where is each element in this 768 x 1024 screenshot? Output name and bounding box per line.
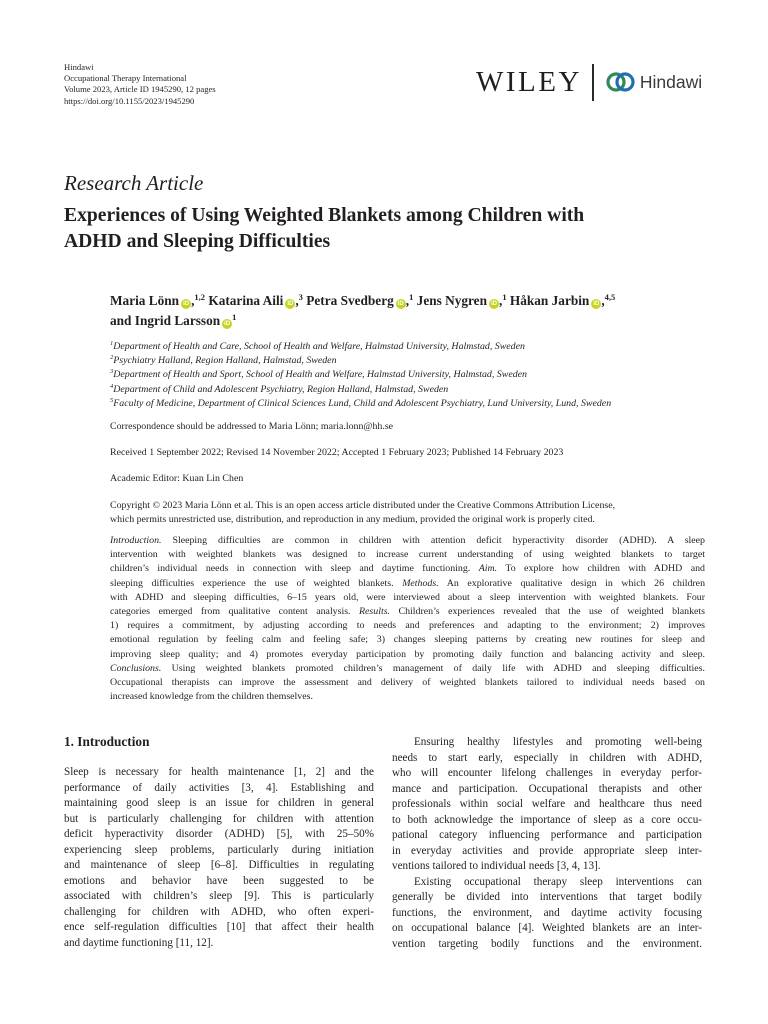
- author-list: [110, 291, 750, 331]
- affiliation-text: Department of Health and Sport, School of Health and Welfare, Halmstad University, Halmstad, Sweden: [113, 369, 527, 381]
- volume-info: Volume 2023, Article ID 1945290, 12 pages: [64, 84, 216, 95]
- affiliation-number: 1: [110, 340, 114, 347]
- article-type: Research Article: [64, 171, 204, 195]
- abstract-text: Using weighted blankets promoted children’s management of daily life with ADHD and sleeping difficulties.: [161, 662, 705, 674]
- orcid-icon[interactable]: iD: [490, 301, 497, 307]
- body-column-right: [392, 735, 702, 952]
- body-text-line: generally be divided into interventions that target bodily: [392, 891, 702, 903]
- author[interactable]: Maria Lönn iD ,$^{1,2}$: [110, 292, 206, 308]
- abstract-text: Children’s experiences revealed that the use of weighted blankets: [390, 606, 705, 618]
- abstract-text: categories emerged from qualitative content analysis.: [110, 606, 360, 618]
- orcid-icon[interactable]: iD: [593, 301, 600, 307]
- body-text-line: mance and participation. Occupational therapists and other: [392, 782, 702, 795]
- author-name: Ingrid Larsson: [134, 313, 221, 328]
- publication-dates: Received 1 September 2022; Revised 14 November 2022; Accepted 1 February 2023; Published 14 February 2023: [110, 447, 564, 458]
- abstract-text: with ADHD and sleeping difficulties, 6–15 years old, were interviewed about a sleep intervention with weighted blankets. Four: [110, 591, 705, 603]
- abstract-line: [110, 577, 705, 591]
- abstract-line: [110, 562, 705, 576]
- wiley-logo: WILEY: [476, 66, 582, 98]
- abstract-line: [110, 662, 705, 676]
- abstract-text: increased knowledge from the children themselves.: [110, 691, 313, 703]
- body-text-line: on occupational balance [4]. Weighted blankets are an inter-: [392, 922, 702, 934]
- abstract-text: To explore how children with ADHD and: [497, 563, 705, 575]
- body-text-line: who will encounter lifelong challenges in everyday perfor-: [392, 767, 702, 779]
- orcid-icon[interactable]: iD: [224, 321, 231, 327]
- abstract-line: [110, 619, 705, 633]
- abstract-line: [110, 605, 705, 619]
- abstract-text: emotional regulation by feeling calm and feeling safe; 3) changes sleeping patterns by creating new routines for sleep and: [110, 634, 705, 646]
- author-name: Maria Lönn: [110, 293, 180, 308]
- affiliation-number: 4: [110, 382, 114, 390]
- abstract-line: [110, 676, 705, 690]
- body-text-line: deficit hyperactivity disorder (ADHD) [5], with 25–50%: [64, 828, 374, 840]
- affiliation-text: Faculty of Medicine, Department of Clinical Sciences Lund, Child and Adolescent Psychiatry, Lund University, Lund, Sweden: [113, 397, 612, 409]
- body-column-left: [64, 765, 374, 951]
- body-text-line: experiencing sleep problems, particularly during initiation: [64, 843, 374, 856]
- authors-conjunction: and: [110, 313, 132, 328]
- body-text-line: Ensuring healthy lifestyles and promoting well-being: [414, 736, 702, 748]
- copyright-line: which permits unrestricted use, distribution, and reproduction in any medium, provided the original work is properly cited.: [110, 514, 595, 526]
- publisher-logos: [476, 62, 702, 102]
- affiliation-number: 5: [110, 396, 114, 404]
- hindawi-logo-text: Hindawi: [639, 72, 703, 92]
- author-affiliation-ref: 1,2: [194, 292, 206, 302]
- body-text-line: but is particularly challenging for children with attention: [64, 812, 374, 825]
- publisher-name: Hindawi: [64, 62, 94, 72]
- body-text-line: needs to start early, especially in children with ADHD,: [392, 751, 702, 764]
- affiliation-list: [110, 340, 730, 411]
- body-text-line: associated with children’s sleep [9]. This is particularly: [64, 890, 374, 902]
- abstract-line: [110, 591, 705, 605]
- hindawi-logo-icon: [606, 71, 636, 93]
- body-text-line: Existing occupational therapy sleep interventions can: [414, 875, 702, 888]
- orcid-icon[interactable]: iD: [183, 301, 190, 307]
- copyright-line: Copyright © 2023 Maria Lönn et al. This is an open access article distributed under the Creative Commons Attribution License,: [110, 500, 616, 511]
- affiliation-number: 2: [110, 354, 114, 362]
- affiliation-text: Department of Health and Care, School of Health and Welfare, Halmstad University, Halmstad, Sweden: [113, 341, 525, 352]
- author-name: Håkan Jarbin: [509, 293, 590, 308]
- article-title: [64, 203, 724, 255]
- affiliation-number: 3: [110, 368, 114, 376]
- abstract-text: Occupational therapists can improve the assessment and delivery of weighted blankets tailored to individual needs based on: [110, 677, 705, 689]
- body-text-line: performance of daily activities [3, 4]. Establishing and: [64, 781, 374, 794]
- author[interactable]: Petra Svedberg iD ,$^1$: [306, 292, 414, 308]
- abstract-text: Sleeping difficulties are common in children with attention deficit hyperactivity disorder (ADHD). A sleep: [161, 535, 705, 546]
- abstract-text: children’s individual needs in connection with sleep and daytime functioning.: [110, 563, 479, 575]
- orcid-icon[interactable]: iD: [287, 301, 294, 307]
- author-affiliation-ref: 4,5: [604, 292, 616, 302]
- correspondence[interactable]: Correspondence should be addressed to Maria Lönn; maria.lonn@hh.se: [110, 421, 394, 432]
- copyright-notice: [110, 499, 710, 527]
- abstract-line: [110, 548, 705, 562]
- body-text-line: professionals within social welfare and healthcare thus need: [392, 798, 702, 810]
- abstract-text: improving sleep quality; and 4) promotes everyday participation by promoting daily function and balancing activity and sleep.: [110, 648, 705, 660]
- body-text-line: emotions and behavior have been suggested to be: [64, 874, 374, 887]
- author-affiliation-ref: 1: [502, 292, 507, 302]
- affiliation: [110, 354, 730, 368]
- logo-divider: [592, 64, 594, 101]
- author-name: Katarina Aili: [208, 293, 284, 308]
- abstract-section-label: Conclusions.: [110, 662, 162, 674]
- abstract: [110, 534, 705, 704]
- title-line: Experiences of Using Weighted Blankets among Children with: [64, 205, 585, 226]
- abstract-line: [110, 534, 705, 548]
- author-affiliation-ref: 3: [298, 292, 303, 302]
- orcid-icon[interactable]: iD: [397, 301, 404, 307]
- author[interactable]: Katarina Aili iD ,$^3$: [208, 292, 303, 308]
- journal-name: Occupational Therapy International: [64, 73, 187, 84]
- abstract-text: 1) requires a commitment, by adjusting according to needs and preferences and adapting to the environment; 2) improves: [110, 620, 705, 632]
- affiliation: [110, 397, 730, 411]
- body-text-line: vention targeting bodily functions and the environment.: [392, 937, 702, 950]
- abstract-line: [110, 648, 705, 662]
- title-line: ADHD and Sleeping Difficulties: [64, 231, 331, 252]
- body-text-line: functions, the environment, and daytime activity focusing: [392, 906, 702, 919]
- author[interactable]: [110, 313, 236, 328]
- affiliation: [110, 368, 730, 382]
- author-affiliation-ref: 1: [409, 292, 414, 302]
- academic-editor: Academic Editor: Kuan Lin Chen: [110, 473, 244, 484]
- author-name: Jens Nygren: [416, 293, 487, 308]
- affiliation-text: Department of Child and Adolescent Psychiatry, Region Halland, Halmstad, Sweden: [113, 383, 449, 395]
- section-heading: 1. Introduction: [64, 734, 150, 749]
- body-text-line: challenging for children with ADHD, who often experi-: [64, 905, 374, 918]
- abstract-line: [110, 633, 705, 647]
- abstract-section-label: Methods.: [402, 577, 439, 589]
- abstract-line: [110, 690, 705, 704]
- journal-meta: [64, 62, 216, 107]
- body-text-line: in everyday activities and provide appropriate sleep inter-: [392, 844, 702, 857]
- body-text-line: Sleep is necessary for health maintenance [1, 2] and the: [64, 766, 374, 778]
- affiliation-text: Psychiatry Halland, Region Halland, Halmstad, Sweden: [113, 355, 337, 367]
- body-text-line: and daytime functioning [11, 12].: [64, 936, 214, 949]
- affiliation: [110, 340, 730, 354]
- body-text-line: to both acknowledge the importance of sleep as a core occu-: [392, 813, 702, 826]
- body-text-line: and maintenance of sleep [6–8]. Difficulties in regulating: [64, 859, 374, 871]
- author-name: Petra Svedberg: [306, 293, 394, 308]
- abstract-section-label: Introduction.: [110, 535, 162, 546]
- body-text-line: maintaining good sleep is an issue for children in general: [64, 797, 374, 809]
- abstract-section-label: Results.: [359, 606, 391, 618]
- abstract-section-label: Aim.: [478, 563, 498, 575]
- doi-link[interactable]: https://doi.org/10.1155/2023/1945290: [64, 95, 195, 106]
- body-text-line: ventions tailored to individual needs [3, 4, 13].: [392, 860, 601, 872]
- abstract-text: intervention with weighted blankets was designed to increase current understanding of using weighted blankets to target: [110, 549, 705, 561]
- author-affiliation-ref: 1: [232, 312, 237, 322]
- body-text-line: pational category influencing performance and participation: [392, 829, 702, 841]
- abstract-text: An explorative qualitative design in which 26 children: [438, 577, 706, 589]
- body-text-line: ence self-regulation difficulties [10] that affect their health: [64, 921, 374, 933]
- author[interactable]: Håkan Jarbin iD ,$^{4,5}$: [509, 292, 616, 308]
- abstract-text: sleeping difficulties experience the use of weighted blankets.: [110, 577, 403, 589]
- author[interactable]: Jens Nygren iD ,$^1$: [416, 292, 507, 308]
- affiliation: [110, 383, 730, 397]
